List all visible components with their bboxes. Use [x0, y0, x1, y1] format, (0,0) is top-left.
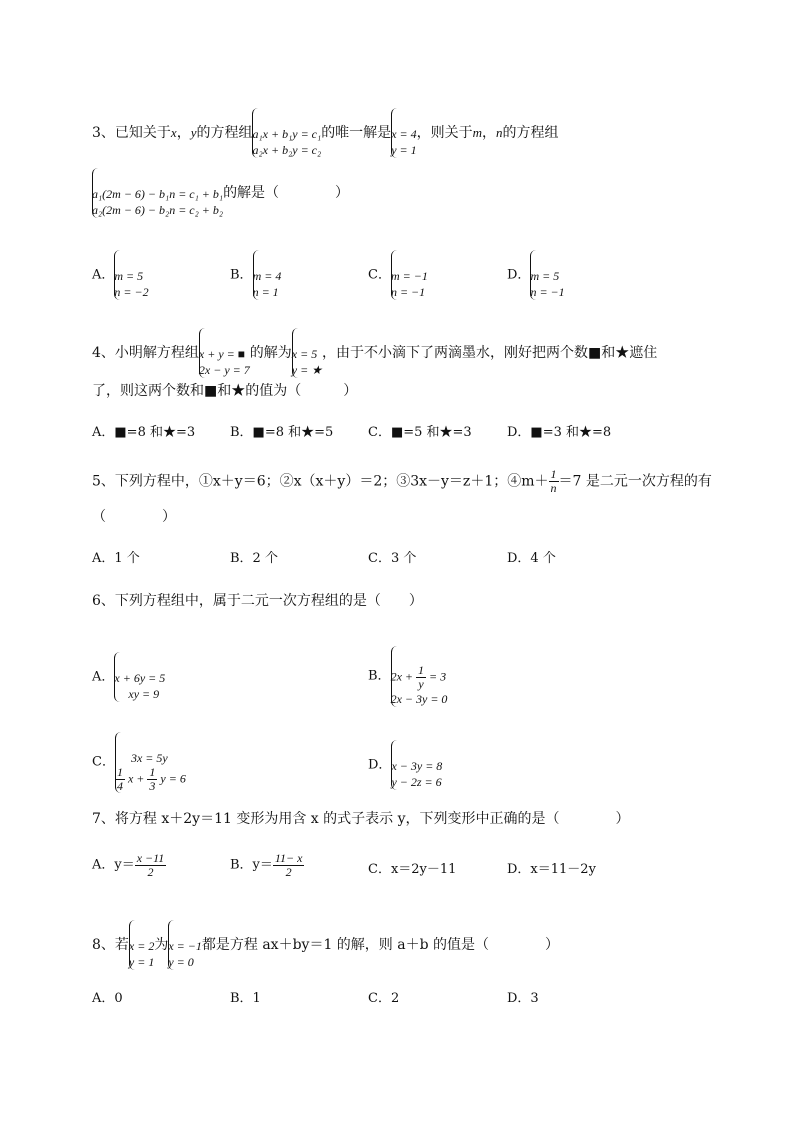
q3-option-c-label: C．: [368, 267, 391, 283]
q4-option-d[interactable]: D．■=3 和★=8: [507, 425, 612, 440]
q6-option-a[interactable]: [92, 652, 165, 702]
q8-system2-row2: y = 0: [168, 955, 194, 969]
q6-option-b-row2: 2x − 3y = 0: [390, 692, 448, 706]
q8-system1-row1: x = 2: [128, 939, 155, 953]
q8-option-c[interactable]: C．2: [368, 991, 400, 1006]
q4-mid: 的解为: [249, 345, 292, 361]
q6-option-c-end: y = 6: [160, 771, 186, 786]
q6-option-c-den1: 4: [116, 779, 123, 793]
q7-option-c[interactable]: C．x＝2y－11: [368, 862, 457, 877]
q6-option-b-den: y: [418, 677, 424, 691]
q3-tail: 的解是（ ）: [223, 185, 350, 201]
q3-system1-row1: a₁x + b₁y = c₁: [252, 127, 322, 141]
q5-line2: （ ）: [92, 509, 176, 525]
q3-system2-row1: a₁(2m − 6) − b₁n = c₁ + b₁: [92, 187, 224, 201]
q3-system1: [252, 108, 321, 158]
q8-system2: [168, 920, 202, 970]
q5-fraction-num: 1: [550, 467, 557, 481]
q7-option-a-label: A．y＝: [92, 857, 135, 873]
q4-solution: [292, 328, 322, 378]
q4-solution-row1: x = 5: [291, 347, 318, 361]
q6-option-a-row2: xy = 9: [128, 687, 160, 701]
q7-option-d[interactable]: D．x＝11－2y: [507, 862, 596, 877]
q8-system1: [129, 920, 154, 970]
q4-option-b[interactable]: B．■=8 和★=5: [230, 425, 334, 440]
q3-system1-row2: a₂x + b₂y = c₂: [252, 143, 322, 157]
q3-line1: [92, 108, 559, 158]
q6-option-c-num1: 1: [116, 765, 123, 779]
q8-system1-row2: y = 1: [128, 955, 155, 969]
q3-option-d[interactable]: [507, 250, 565, 300]
q3-of2: 的方程组: [502, 125, 559, 141]
q3-option-c-row2: n = −1: [390, 285, 426, 299]
q6-option-b-row1b: = 3: [429, 669, 447, 684]
q6-option-d[interactable]: [368, 740, 442, 790]
q3-option-b[interactable]: [230, 250, 281, 300]
q3-system2: [92, 168, 223, 218]
q3-comma2: ，: [482, 125, 497, 141]
q3-option-a[interactable]: [92, 250, 149, 300]
q8-option-a[interactable]: A．0: [92, 991, 123, 1006]
q6-option-c-num2: 1: [149, 765, 156, 779]
q3-then: ，则关于: [416, 125, 473, 141]
q3-var-n: n: [496, 125, 503, 140]
q7-option-a-num: x −11: [136, 851, 165, 865]
q4-system-row1: x + y = ■: [198, 347, 246, 361]
q5-text: 5、下列方程中，①x＋y＝6；②x（x＋y）＝2；③3x－y＝z＋1；④m＋: [92, 473, 549, 490]
q6-option-c-mid: x +: [127, 771, 145, 786]
q5-option-b[interactable]: B．2 个: [230, 551, 278, 566]
q4-option-a[interactable]: A．■=8 和★=3: [92, 425, 196, 440]
q5-fraction: [549, 468, 559, 495]
q7-option-b-label: B．y＝: [230, 857, 273, 873]
q6-option-d-label: D．: [368, 757, 392, 773]
q6-option-c[interactable]: [92, 732, 186, 793]
q3-option-a-row1: m = 5: [114, 269, 144, 283]
q3-prefix: 3、已知关于: [92, 125, 171, 141]
q3-option-d-row1: m = 5: [530, 269, 560, 283]
q5-option-d[interactable]: D．4 个: [507, 551, 556, 566]
q5-tail: ＝7 是二元一次方程的有: [558, 473, 712, 490]
q3-comma: ，: [176, 125, 191, 141]
q4-system: [199, 328, 250, 378]
q7-text: 7、将方程 x＋2y＝11 变形为用含 x 的式子表示 y，下列变形中正确的是（ ）: [92, 811, 630, 827]
q8-system2-row1: x = −1: [168, 939, 202, 953]
q6-option-b[interactable]: [368, 646, 447, 707]
q3-option-c-row1: m = −1: [390, 269, 428, 283]
q6-option-a-label: A．: [92, 669, 115, 685]
q3-var-y: y: [190, 125, 197, 140]
q3-option-c[interactable]: [368, 250, 428, 300]
q4-option-c[interactable]: C．■=5 和★=3: [368, 425, 472, 440]
q8-prefix: 8、若: [92, 937, 129, 953]
q8-tail: 都是方程 ax＋by＝1 的解，则 a＋b 的值是（ ）: [201, 937, 560, 953]
q3-option-d-row2: n = −1: [530, 285, 565, 299]
q6-option-b-row1a: 2x +: [390, 669, 413, 684]
q3-system2-row2: a₂(2m − 6) − b₂n = c₂ + b₂: [92, 203, 224, 217]
q3-var-m: m: [472, 125, 483, 140]
q3-solution-row1: x = 4: [391, 127, 417, 141]
q7-option-a-den: 2: [147, 865, 154, 879]
q8-option-d[interactable]: D．3: [507, 991, 539, 1006]
q3-solution: [391, 108, 416, 158]
q5-option-c[interactable]: C．3 个: [368, 551, 417, 566]
q3-option-a-row2: n = −2: [114, 285, 149, 299]
q3-solution-row2: y = 1: [391, 143, 417, 157]
q3-option-b-label: B．: [230, 267, 253, 283]
q7-option-b-num: 11− x: [274, 851, 303, 865]
q8-wei: 为: [154, 937, 169, 953]
q6-option-b-num: 1: [418, 663, 424, 677]
q7-option-a[interactable]: [92, 852, 166, 879]
q7-option-b-den: 2: [285, 865, 292, 879]
q3-option-b-row1: m = 4: [252, 269, 282, 283]
q4-line1: [92, 328, 657, 378]
q6-option-c-row1: 3x = 5y: [130, 751, 168, 765]
q3-option-a-label: A．: [92, 267, 115, 283]
q3-unique: 的唯一解是: [321, 125, 392, 141]
q8-line: [92, 920, 559, 970]
q6-text: 6、下列方程组中，属于二元一次方程组的是（ ）: [92, 593, 423, 609]
q3-var-x: x: [170, 125, 177, 140]
q6-option-a-row1: x + 6y = 5: [114, 671, 166, 685]
q4-prefix: 4、小明解方程组: [92, 345, 199, 361]
q8-option-b[interactable]: B．1: [230, 991, 261, 1006]
q6-option-c-den2: 3: [149, 779, 156, 793]
q3-line2: [92, 168, 349, 218]
q5-line1: [92, 468, 712, 495]
q6-option-d-row2: y − 2z = 6: [391, 775, 442, 789]
q3-option-b-row2: n = 1: [252, 285, 279, 299]
q5-option-a[interactable]: A．1 个: [92, 551, 140, 566]
q5-fraction-den: n: [550, 481, 557, 495]
q6-option-c-label: C．: [92, 754, 115, 770]
q4-line2: 了，则这两个数和■和★的值为（ ）: [92, 383, 358, 399]
q6-option-d-row1: x − 3y = 8: [391, 759, 443, 773]
q3-option-d-label: D．: [507, 267, 531, 283]
q6-option-b-label: B．: [368, 668, 391, 684]
q4-tail: ，由于不小滴下了两滴墨水，刚好把两个数■和★遮住: [321, 345, 658, 361]
q4-system-row2: 2x − y = 7: [198, 363, 250, 377]
q7-option-b[interactable]: [230, 852, 304, 879]
q3-of: 的方程组: [196, 125, 253, 141]
q4-solution-row2: y = ★: [291, 363, 322, 377]
